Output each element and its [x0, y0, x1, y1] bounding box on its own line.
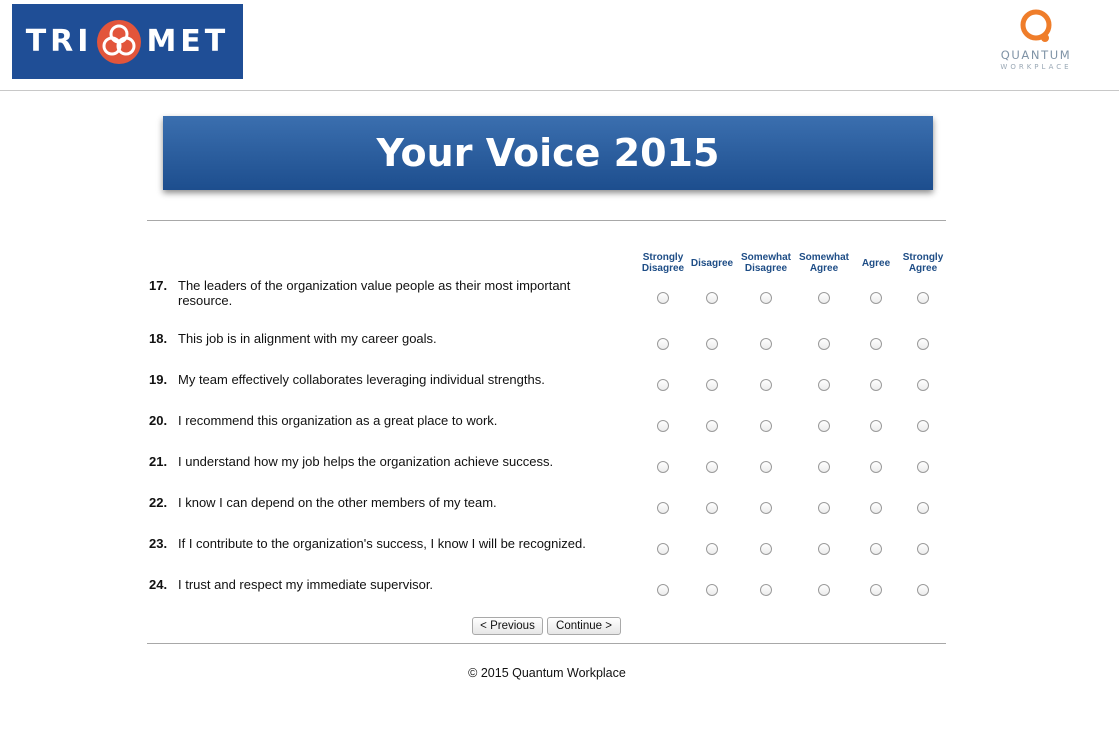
radio-q19-option-4[interactable] — [818, 379, 830, 391]
trimet-logo-left-text: TRI — [25, 24, 93, 59]
column-header-line1: Strongly — [642, 252, 684, 263]
radio-q19-option-1[interactable] — [657, 379, 669, 391]
question-text: I trust and respect my immediate supervisor. — [178, 577, 434, 592]
radio-q21-option-4[interactable] — [818, 461, 830, 473]
column-header-2 — [682, 251, 742, 275]
radio-q24-option-5[interactable] — [870, 584, 882, 596]
column-header-3 — [736, 251, 796, 275]
question-text: I know I can depend on the other members of my team. — [178, 495, 497, 510]
radio-q21-option-5[interactable] — [870, 461, 882, 473]
question-number: 19. — [149, 372, 168, 387]
survey-banner — [163, 116, 933, 190]
question-text: I understand how my job helps the organization achieve success. — [178, 454, 554, 469]
question-number: 17. — [149, 278, 168, 293]
page-header — [0, 0, 1119, 91]
radio-q24-option-2[interactable] — [706, 584, 718, 596]
radio-q18-option-2[interactable] — [706, 338, 718, 350]
radio-q17-option-2[interactable] — [706, 292, 718, 304]
radio-q23-option-5[interactable] — [870, 543, 882, 555]
column-header-line2: Agree — [908, 263, 938, 274]
quantum-workplace-logo — [988, 8, 1084, 78]
question-text: I recommend this organization as a great place to work. — [178, 413, 498, 428]
radio-q18-option-5[interactable] — [870, 338, 882, 350]
radio-q21-option-2[interactable] — [706, 461, 718, 473]
footer-copyright: © 2015 Quantum Workplace — [468, 666, 626, 680]
radio-q20-option-2[interactable] — [706, 420, 718, 432]
radio-q17-option-1[interactable] — [657, 292, 669, 304]
radio-q22-option-2[interactable] — [706, 502, 718, 514]
radio-q20-option-4[interactable] — [818, 420, 830, 432]
radio-q17-option-6[interactable] — [917, 292, 929, 304]
divider-top — [147, 220, 946, 221]
radio-q20-option-3[interactable] — [760, 420, 772, 432]
radio-q22-option-6[interactable] — [917, 502, 929, 514]
radio-q21-option-6[interactable] — [917, 461, 929, 473]
radio-q24-option-6[interactable] — [917, 584, 929, 596]
column-header-line1: Strongly — [902, 252, 944, 263]
radio-q21-option-3[interactable] — [760, 461, 772, 473]
radio-q19-option-6[interactable] — [917, 379, 929, 391]
question-text: The leaders of the organization value people as their most important resource. — [178, 278, 571, 308]
column-header-6 — [893, 251, 953, 275]
quantum-q-icon — [1016, 8, 1056, 46]
quantum-logo-name: QUANTUM — [1000, 48, 1072, 62]
radio-q24-option-3[interactable] — [760, 584, 772, 596]
divider-bottom — [147, 643, 946, 644]
column-header-line1: Somewhat — [798, 252, 849, 263]
radio-q24-option-1[interactable] — [657, 584, 669, 596]
radio-q22-option-4[interactable] — [818, 502, 830, 514]
question-number: 24. — [149, 577, 168, 592]
trimet-logo-right-text: MET — [146, 24, 230, 59]
column-header-line2: Disagree — [641, 263, 685, 274]
radio-q23-option-3[interactable] — [760, 543, 772, 555]
question-text: If I contribute to the organization's success, I know I will be recognized. — [178, 536, 586, 551]
radio-q18-option-1[interactable] — [657, 338, 669, 350]
radio-q18-option-3[interactable] — [760, 338, 772, 350]
radio-q24-option-4[interactable] — [818, 584, 830, 596]
radio-q23-option-1[interactable] — [657, 543, 669, 555]
radio-q22-option-1[interactable] — [657, 502, 669, 514]
radio-q21-option-1[interactable] — [657, 461, 669, 473]
trimet-logo — [12, 4, 243, 79]
previous-button[interactable]: < Previous — [472, 617, 543, 635]
column-header-line2: Disagree — [744, 263, 788, 274]
radio-q22-option-5[interactable] — [870, 502, 882, 514]
question-number: 20. — [149, 413, 168, 428]
question-text: This job is in alignment with my career goals. — [178, 331, 437, 346]
radio-q23-option-2[interactable] — [706, 543, 718, 555]
radio-q22-option-3[interactable] — [760, 502, 772, 514]
radio-q23-option-6[interactable] — [917, 543, 929, 555]
radio-q18-option-4[interactable] — [818, 338, 830, 350]
radio-q17-option-5[interactable] — [870, 292, 882, 304]
radio-q18-option-6[interactable] — [917, 338, 929, 350]
radio-q20-option-6[interactable] — [917, 420, 929, 432]
question-text: My team effectively collaborates leveraging individual strengths. — [178, 372, 545, 387]
column-header-line2: Agree — [809, 263, 839, 274]
column-header-4 — [794, 251, 854, 275]
column-header-line1: Disagree — [690, 257, 734, 269]
banner-title: Your Voice 2015 — [376, 131, 720, 175]
radio-q19-option-5[interactable] — [870, 379, 882, 391]
radio-q17-option-3[interactable] — [760, 292, 772, 304]
radio-q19-option-2[interactable] — [706, 379, 718, 391]
question-number: 22. — [149, 495, 168, 510]
question-number: 21. — [149, 454, 168, 469]
column-header-line1: Somewhat — [740, 252, 791, 263]
radio-q19-option-3[interactable] — [760, 379, 772, 391]
quantum-logo-sub: WORKPLACE — [1000, 63, 1072, 71]
continue-button[interactable]: Continue > — [547, 617, 621, 635]
radio-q20-option-5[interactable] — [870, 420, 882, 432]
radio-q20-option-1[interactable] — [657, 420, 669, 432]
question-number: 18. — [149, 331, 168, 346]
radio-q23-option-4[interactable] — [818, 543, 830, 555]
column-header-line1: Agree — [861, 257, 891, 269]
radio-q17-option-4[interactable] — [818, 292, 830, 304]
trimet-swirl-icon — [96, 19, 142, 65]
question-number: 23. — [149, 536, 168, 551]
